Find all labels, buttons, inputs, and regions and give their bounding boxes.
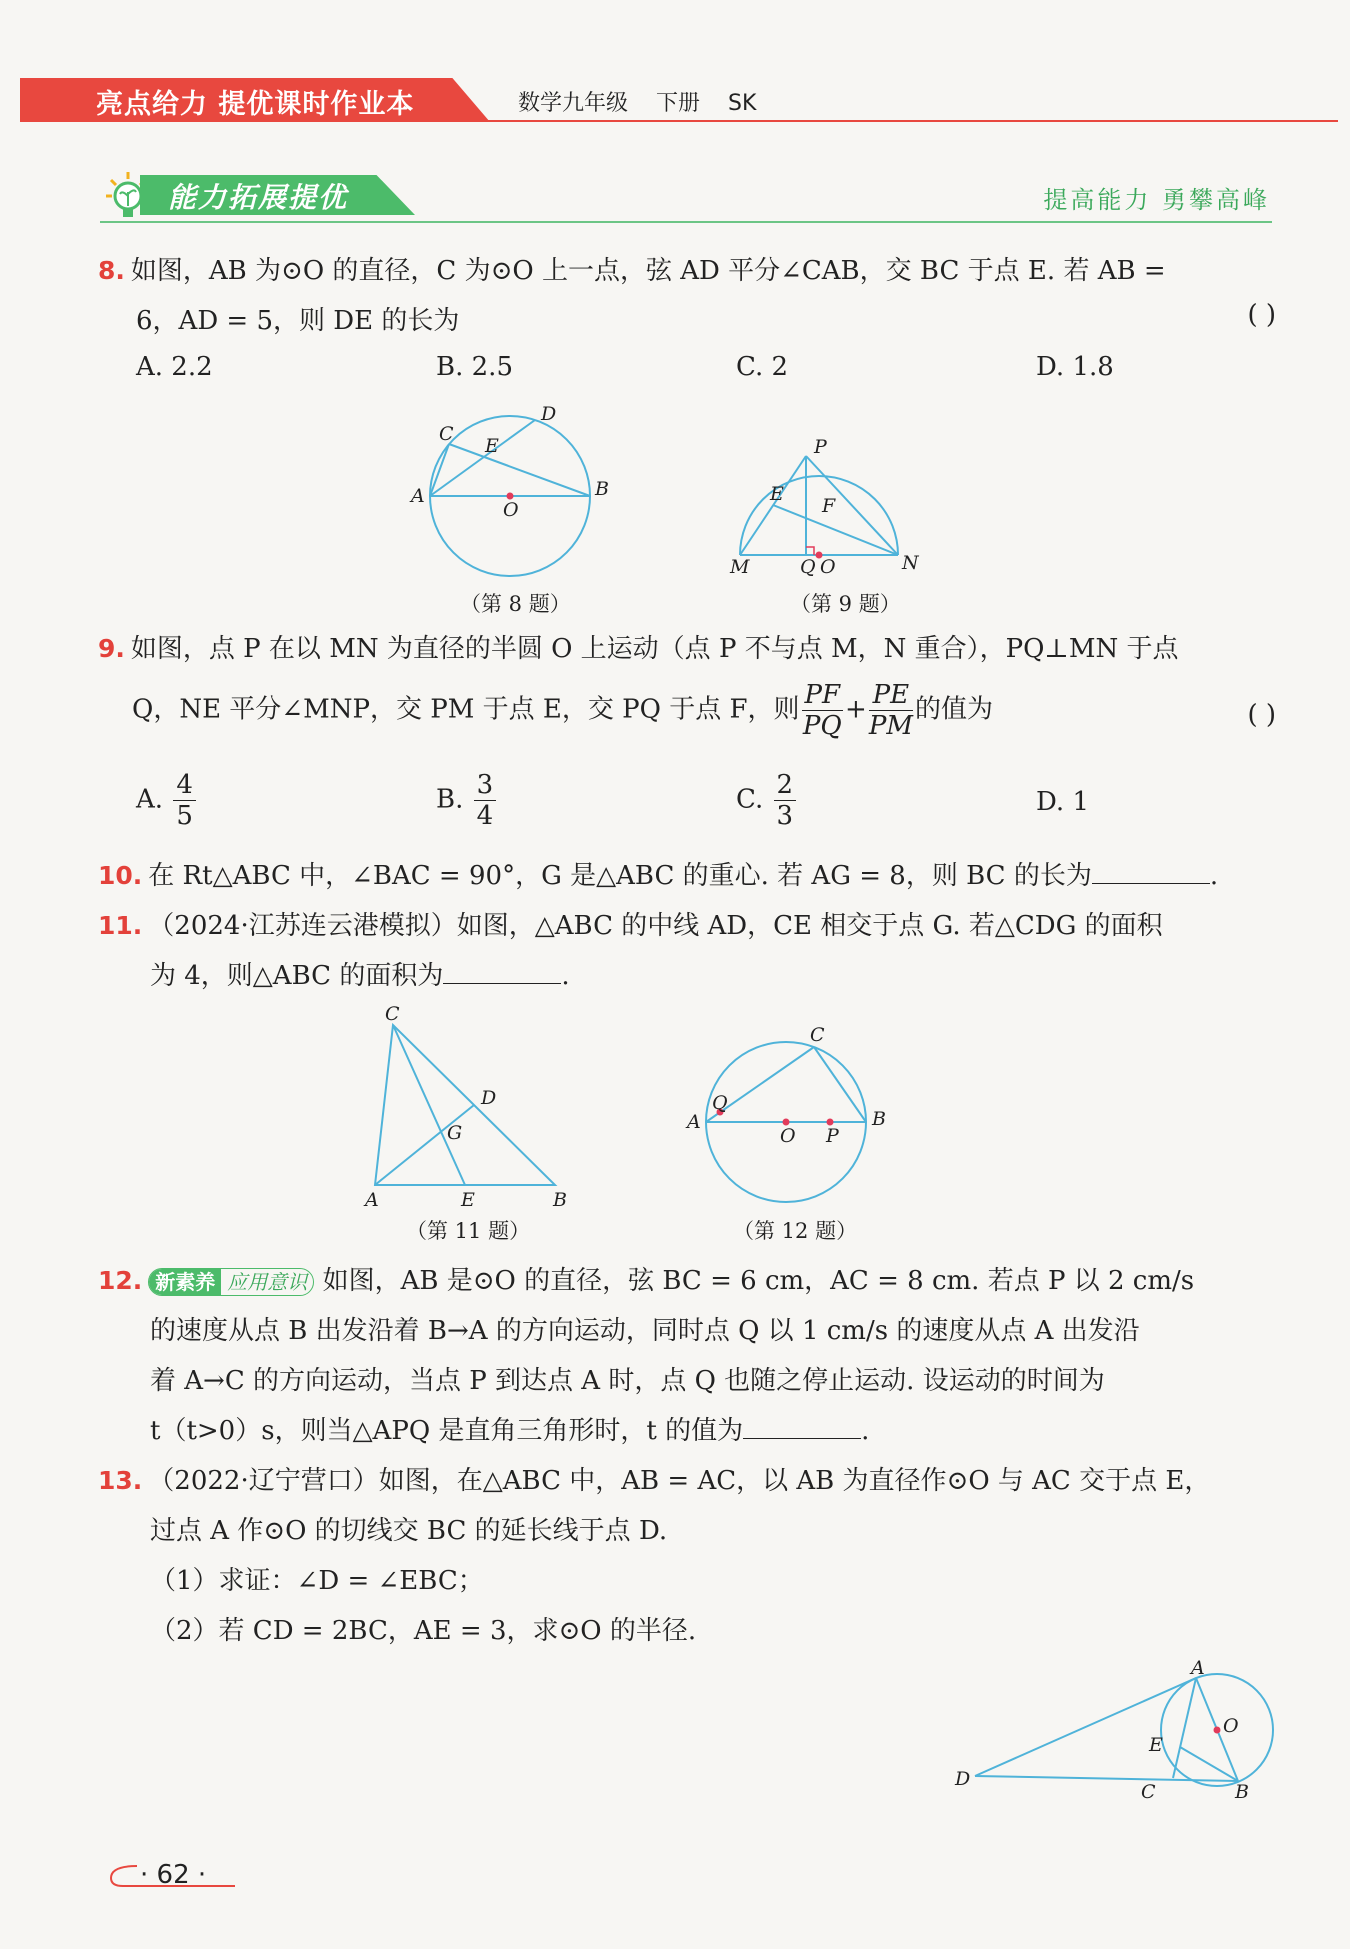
- q12-line3: 着 A→C 的方向运动，当点 P 到达点 A 时，点 Q 也随之停止运动. 设运动的时间为: [150, 1366, 1105, 1396]
- q8-number: 8.: [98, 256, 125, 285]
- q12-answer-blank[interactable]: [743, 1414, 861, 1439]
- fig12-caption: （第 12 题）: [733, 1219, 858, 1243]
- fig11-label-e: E: [461, 1189, 475, 1211]
- fig9-label-e: E: [770, 483, 784, 505]
- fig12-label-p: P: [826, 1125, 839, 1147]
- fig9-label-o: O: [820, 556, 836, 578]
- q8-option-c: C. 2: [736, 352, 789, 382]
- fig13-label-a: A: [1191, 1660, 1205, 1679]
- fig11-label-a: A: [365, 1189, 379, 1211]
- q9-option-c: C. $\frac{2}{3}$: [736, 770, 798, 831]
- fig13-label-c: C: [1141, 1781, 1156, 1803]
- q8-option-a: A. 2.2: [136, 352, 213, 382]
- q9-option-d: D. 1: [1036, 787, 1089, 817]
- figure-11: [355, 1000, 585, 1220]
- q11-number: 11.: [98, 911, 143, 940]
- fig9-label-m: M: [730, 556, 750, 578]
- fig12-label-c: C: [810, 1024, 825, 1046]
- fig13-label-d: D: [955, 1768, 971, 1790]
- fig8-label-a: A: [411, 485, 425, 507]
- fig8-label-b: B: [595, 478, 609, 500]
- fig9-label-f: F: [822, 495, 836, 517]
- q12-number: 12.: [98, 1266, 143, 1295]
- fig13-label-o: O: [1223, 1715, 1239, 1737]
- section-slogan: 提高能力 勇攀高峰: [1043, 186, 1270, 214]
- q8-option-d: D. 1.8: [1036, 352, 1114, 382]
- fig13-label-b: B: [1235, 1781, 1249, 1803]
- fig12-label-o: O: [780, 1125, 796, 1147]
- q12-line4: t（t>0）s，则当△APQ 是直角三角形时，t 的值为 .: [150, 1416, 870, 1446]
- q9-number: 9.: [98, 634, 125, 663]
- header-title: 亮点给力 提优课时作业本: [96, 89, 415, 120]
- q13-line2: 过点 A 作⊙O 的切线交 BC 的延长线于点 D.: [150, 1516, 668, 1546]
- subject-label: 数学九年级: [518, 91, 629, 116]
- fig8-label-e: E: [485, 435, 499, 457]
- section-title: 能力拓展提优: [168, 181, 349, 214]
- fig13-label-e: E: [1149, 1734, 1163, 1756]
- fig11-label-b: B: [553, 1189, 567, 1211]
- fig9-caption: （第 9 题）: [790, 592, 901, 616]
- fig12-label-a: A: [687, 1111, 701, 1133]
- fig8-label-d: D: [541, 403, 557, 425]
- q9-fraction-pe-pm: $\frac{PE}{PM}$: [868, 680, 913, 741]
- q11-line1: 11. （2024·江苏连云港模拟）如图，△ABC 的中线 AD，CE 相交于点 G. 若△CDG 的面积: [98, 911, 1163, 941]
- q8-answer-bracket: ( ): [1247, 300, 1276, 330]
- q9-option-a: A. $\frac{4}{5}$: [136, 770, 198, 831]
- figure-13: [945, 1660, 1275, 1810]
- header-subtitle: [518, 86, 784, 117]
- figure-8: [405, 395, 635, 595]
- fig11-label-g: G: [447, 1122, 463, 1144]
- figure-9: [720, 430, 970, 585]
- q12-line2: 的速度从点 B 出发沿着 B→A 的方向运动，同时点 Q 以 1 cm/s 的速度从点 A 出发沿: [150, 1316, 1140, 1346]
- fig9-label-p: P: [814, 436, 827, 458]
- q9-answer-bracket: ( ): [1247, 700, 1276, 730]
- q9-line2: Q，NE 平分∠MNP，交 PM 于点 E，交 PQ 于点 F，则 $\frac{PF}{PQ}$ + $\frac{PE}{PM}$ 的值为: [132, 680, 993, 741]
- section-divider: [100, 221, 1272, 223]
- page-number: · 62 ·: [140, 1860, 207, 1890]
- figure-12: [680, 1015, 910, 1215]
- q12-line1: 12. 新素养 应用意识 如图，AB 是⊙O 的直径，弦 BC = 6 cm，AC = 8 cm. 若点 P 以 2 cm/s: [98, 1266, 1195, 1296]
- q10-number: 10.: [98, 861, 143, 890]
- fig11-label-d: D: [481, 1087, 497, 1109]
- fig11-caption: （第 11 题）: [406, 1219, 531, 1243]
- q11-answer-blank[interactable]: [443, 959, 561, 984]
- edition-label: SK: [728, 91, 757, 116]
- q11-line2: 为 4，则△ABC 的面积为 .: [150, 961, 570, 991]
- fig8-caption: （第 8 题）: [460, 592, 571, 616]
- fig11-label-c: C: [385, 1003, 400, 1025]
- q8-line2: 6，AD = 5，则 DE 的长为: [136, 306, 460, 336]
- fig9-label-n: N: [902, 552, 919, 574]
- volume-label: 下册: [656, 91, 701, 116]
- q10-text: 10. 在 Rt△ABC 中，∠BAC = 90°，G 是△ABC 的重心. 若 AG = 8，则 BC 的长为 .: [98, 861, 1219, 891]
- q8-option-b: B. 2.5: [436, 352, 513, 382]
- fig9-label-q: Q: [800, 556, 816, 578]
- q9-line1: 9. 如图，点 P 在以 MN 为直径的半圆 O 上运动（点 P 不与点 M，N 重合），PQ⊥MN 于点: [98, 634, 1179, 664]
- fig12-label-b: B: [872, 1108, 886, 1130]
- q10-answer-blank[interactable]: [1092, 859, 1210, 884]
- fig8-label-o: O: [503, 499, 519, 521]
- q13-line1: 13. （2022·辽宁营口）如图，在△ABC 中，AB = AC，以 AB 为直径作⊙O 与 AC 交于点 E，: [98, 1466, 1211, 1496]
- q13-number: 13.: [98, 1466, 143, 1495]
- header-divider: [20, 120, 1338, 122]
- q8-line1: 8. 如图，AB 为⊙O 的直径，C 为⊙O 上一点，弦 AD 平分∠CAB，交 BC 于点 E. 若 AB =: [98, 256, 1166, 286]
- q13-part2: （2）若 CD = 2BC，AE = 3，求⊙O 的半径.: [150, 1616, 697, 1646]
- fig12-label-q: Q: [712, 1092, 728, 1114]
- q13-part1: （1）求证：∠D = ∠EBC；: [150, 1566, 484, 1596]
- new-literacy-badge: 新素养 应用意识: [148, 1268, 314, 1296]
- q9-option-b: B. $\frac{3}{4}$: [436, 770, 498, 831]
- q9-fraction-pf-pq: $\frac{PF}{PQ}$: [802, 680, 842, 741]
- fig8-label-c: C: [439, 423, 454, 445]
